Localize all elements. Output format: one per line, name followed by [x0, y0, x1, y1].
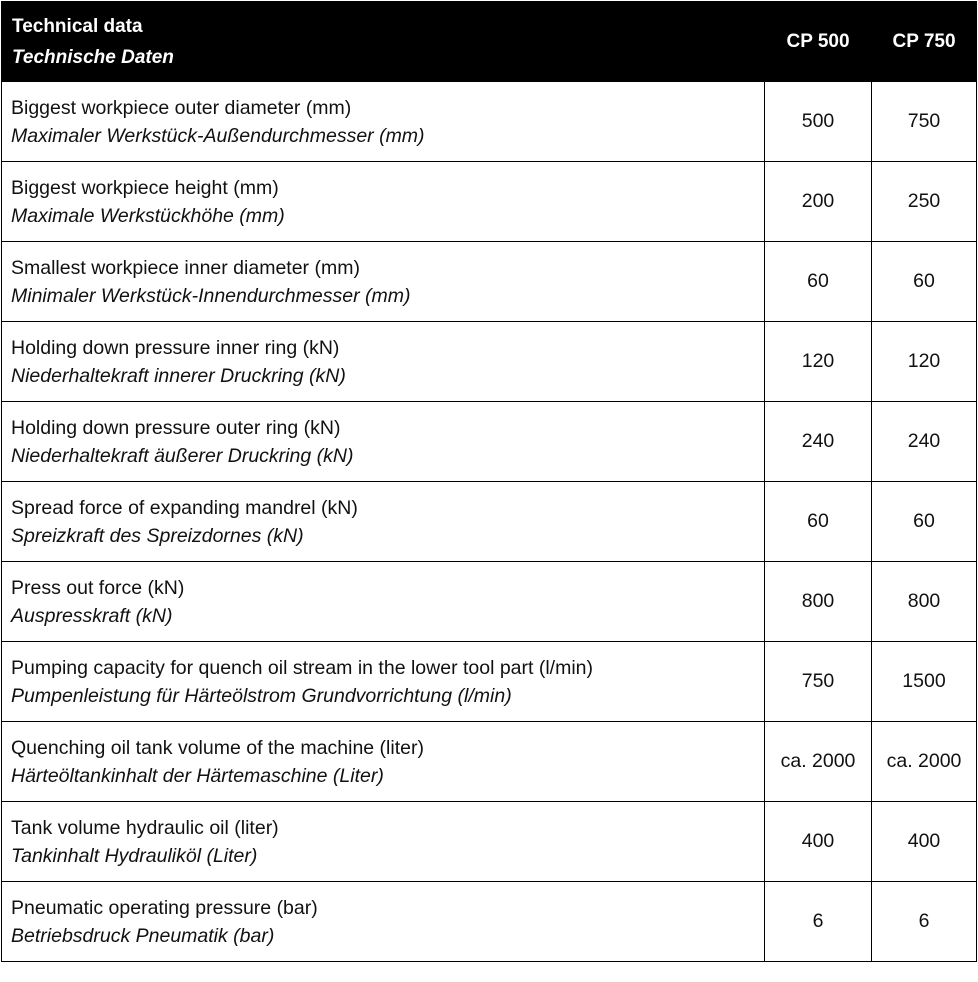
value-cp500: 500 [765, 82, 872, 162]
value-cp750: 400 [872, 802, 977, 882]
row-label-en: Quenching oil tank volume of the machine (liter) [11, 736, 424, 759]
row-label-cell [2, 482, 765, 562]
table-row [2, 162, 977, 242]
technical-data-table [1, 1, 977, 962]
value-cp750: 60 [872, 482, 977, 562]
column-header-cp500: CP 500 [765, 2, 872, 82]
table-row [2, 882, 977, 962]
value-cp750: 1500 [872, 642, 977, 722]
row-label-cell [2, 322, 765, 402]
row-label-en: Biggest workpiece outer diameter (mm) [11, 96, 352, 119]
row-label-cell [2, 82, 765, 162]
row-label-de: Maximale Werkstückhöhe (mm) [11, 204, 285, 227]
value-cp750: ca. 2000 [872, 722, 977, 802]
row-label-de: Pumpenleistung für Härteölstrom Grundvorrichtung (l/min) [11, 684, 512, 707]
row-label-de: Betriebsdruck Pneumatik (bar) [11, 924, 275, 947]
value-cp500: 60 [765, 482, 872, 562]
row-label-de: Spreizkraft des Spreizdornes (kN) [11, 524, 304, 547]
row-label-cell [2, 162, 765, 242]
value-cp750: 6 [872, 882, 977, 962]
row-label-de: Tankinhalt Hydrauliköl (Liter) [11, 844, 258, 867]
value-cp500: 200 [765, 162, 872, 242]
table-row [2, 722, 977, 802]
value-cp750: 750 [872, 82, 977, 162]
row-label-en: Biggest workpiece height (mm) [11, 176, 279, 199]
row-label-cell [2, 402, 765, 482]
table-title-cell [2, 2, 765, 82]
row-label-cell [2, 802, 765, 882]
value-cp750: 120 [872, 322, 977, 402]
row-label-en: Holding down pressure inner ring (kN) [11, 336, 340, 359]
value-cp500: 800 [765, 562, 872, 642]
value-cp750: 800 [872, 562, 977, 642]
row-label-en: Pneumatic operating pressure (bar) [11, 896, 318, 919]
row-label-de: Niederhaltekraft äußerer Druckring (kN) [11, 444, 354, 467]
value-cp500: 6 [765, 882, 872, 962]
row-label-cell [2, 882, 765, 962]
row-label-en: Spread force of expanding mandrel (kN) [11, 496, 358, 519]
table-row [2, 82, 977, 162]
column-header-cp750: CP 750 [872, 2, 977, 82]
value-cp750: 240 [872, 402, 977, 482]
table-row [2, 562, 977, 642]
row-label-en: Pumping capacity for quench oil stream in the lower tool part (l/min) [11, 656, 594, 679]
value-cp500: 240 [765, 402, 872, 482]
table-row [2, 402, 977, 482]
row-label-cell [2, 722, 765, 802]
value-cp500: 120 [765, 322, 872, 402]
value-cp500: ca. 2000 [765, 722, 872, 802]
table-row [2, 242, 977, 322]
row-label-cell [2, 242, 765, 322]
row-label-cell [2, 562, 765, 642]
row-label-en: Smallest workpiece inner diameter (mm) [11, 256, 360, 279]
row-label-en: Press out force (kN) [11, 576, 185, 599]
value-cp750: 250 [872, 162, 977, 242]
table-header-row [2, 2, 977, 82]
row-label-en: Holding down pressure outer ring (kN) [11, 416, 341, 439]
value-cp500: 400 [765, 802, 872, 882]
table-row [2, 322, 977, 402]
table-body [2, 82, 977, 962]
table-row [2, 482, 977, 562]
row-label-de: Niederhaltekraft innerer Druckring (kN) [11, 364, 346, 387]
row-label-en: Tank volume hydraulic oil (liter) [11, 816, 279, 839]
row-label-de: Auspresskraft (kN) [11, 604, 173, 627]
row-label-cell [2, 642, 765, 722]
row-label-de: Härteöltankinhalt der Härtemaschine (Liter) [11, 764, 384, 787]
value-cp750: 60 [872, 242, 977, 322]
row-label-de: Minimaler Werkstück-Innendurchmesser (mm) [11, 284, 411, 307]
value-cp500: 750 [765, 642, 872, 722]
table-title-de: Technische Daten [12, 46, 174, 68]
table-title-en: Technical data [12, 15, 143, 37]
table-row [2, 802, 977, 882]
table-row [2, 642, 977, 722]
value-cp500: 60 [765, 242, 872, 322]
row-label-de: Maximaler Werkstück-Außendurchmesser (mm) [11, 124, 425, 147]
